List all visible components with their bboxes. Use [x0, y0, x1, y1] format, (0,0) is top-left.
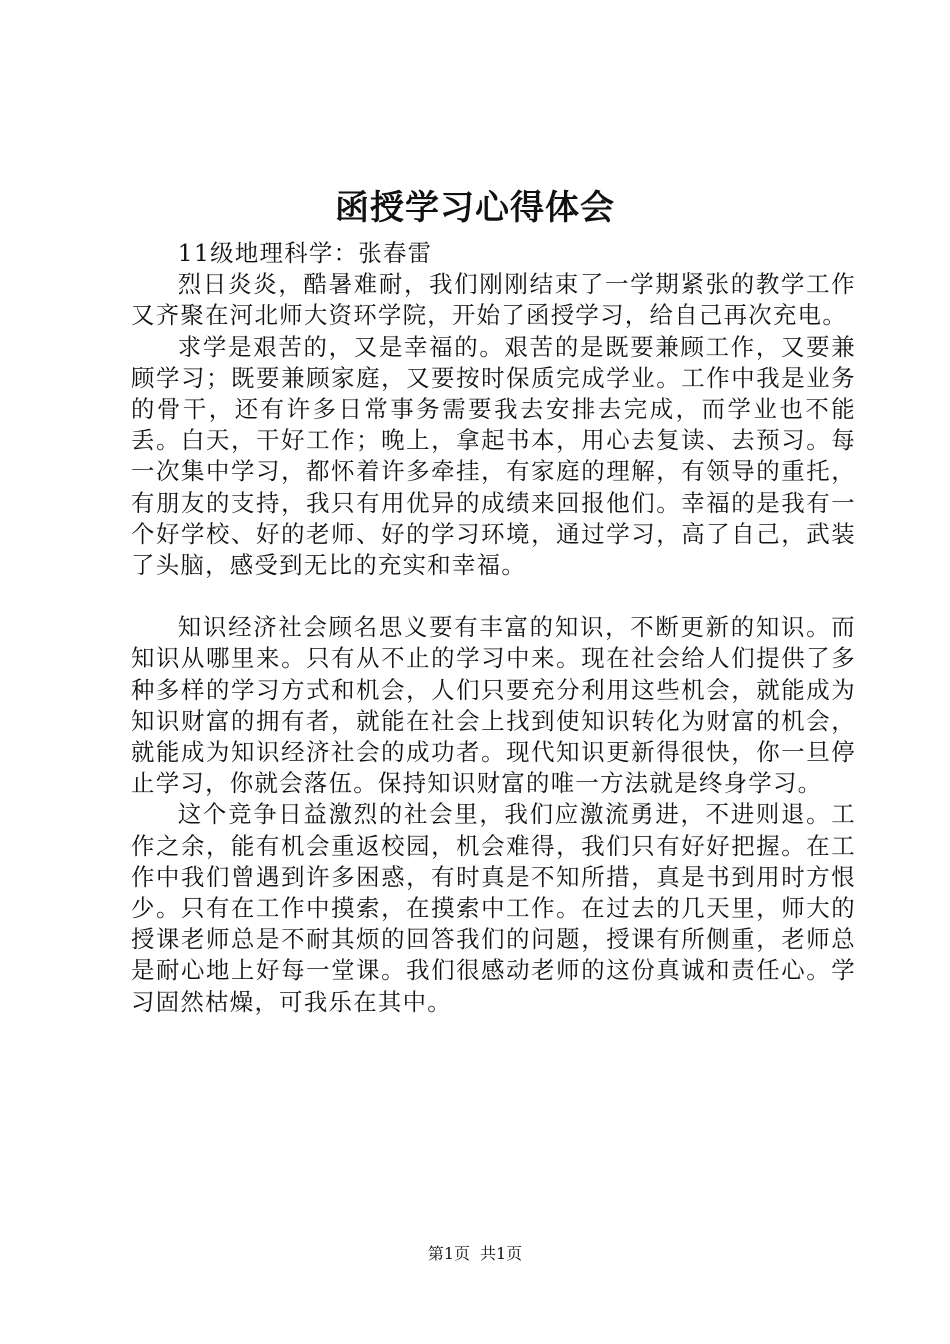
paragraph-2: 求学是艰苦的，又是幸福的。艰苦的是既要兼顾工作，又要兼顾学习；既要兼顾家庭，又要按时保质完成学业。工作中我是业务的骨干，还有许多日常事务需要我去安排去完成，而学业也不能丢。白天，干好工作；晚上，拿起书本，用心去复读、去预习。每一次集中学习，都怀着许多牵挂，有家庭的理解，有领导的重托，有朋友的支持，我只有用优异的成绩来回报他们。幸福的是我有一个好学校、好的老师、好的学习环境，通过学习，高了自己，武装了头脑，感受到无比的充实和幸福。 — [131, 332, 856, 580]
paragraph-3: 知识经济社会顾名思义要有丰富的知识，不断更新的知识。而知识从哪里来。只有从不止的学习中来。现在社会给人们提供了多种多样的学习方式和机会，人们只要充分利用这些机会，就能成为知识财富的拥有者，就能在社会上找到使知识转化为财富的机会，就能成为知识经济社会的成功者。现代知识更新得很快，你一旦停止学习，你就会落伍。保持知识财富的唯一方法就是终身学习。 — [131, 613, 856, 798]
paragraph-4: 这个竞争日益激烈的社会里，我们应激流勇进，不进则退。工作之余，能有机会重返校园，机会难得，我们只有好好把握。在工作中我们曾遇到许多困惑，有时真是不知所措，真是书到用时方恨少。只有在工作中摸索，在摸索中工作。在过去的几天里，师大的授课老师总是不耐其烦的回答我们的问题，授课有所侧重，老师总是耐心地上好每一堂课。我们很感动老师的这份真诚和责任心。学习固然枯燥，可我乐在其中。 — [131, 800, 856, 1016]
paragraph-1: 烈日炎炎，酷暑难耐，我们刚刚结束了一学期紧张的教学工作又齐聚在河北师大资环学院，开始了函授学习，给自己再次充电。 — [131, 270, 856, 330]
document-title: 函授学习心得体会 — [335, 188, 615, 228]
page-footer — [0, 1242, 950, 1266]
document-body — [131, 238, 856, 1018]
page-total: 共1页 — [480, 1244, 523, 1263]
page-number: 第1页 — [427, 1244, 470, 1263]
author-line: 11级地理科学：张春雷 — [177, 239, 433, 267]
